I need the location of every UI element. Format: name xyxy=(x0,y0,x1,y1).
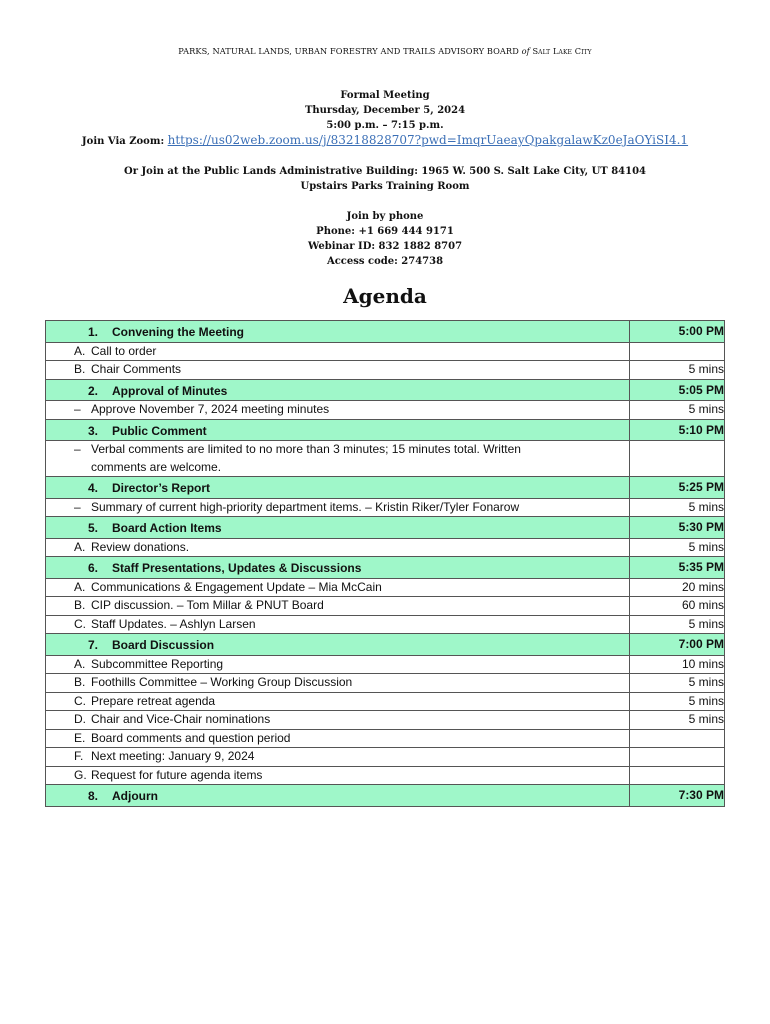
meeting-info xyxy=(0,88,770,149)
section-title: Public Comment xyxy=(112,423,207,438)
agenda-item-cell xyxy=(46,538,630,557)
item-label: C. xyxy=(74,616,86,631)
meeting-room: Upstairs Parks Training Room xyxy=(300,181,470,192)
in-person-info xyxy=(0,164,770,194)
agenda-item-row xyxy=(46,615,725,634)
section-number: 2. xyxy=(87,383,98,398)
section-title: Adjourn xyxy=(112,789,158,803)
agenda-item-cell xyxy=(46,597,630,616)
item-duration: 20 mins xyxy=(630,578,725,597)
meeting-date: Thursday, December 5, 2024 xyxy=(304,105,466,116)
board-of: of xyxy=(521,46,530,56)
section-title: Approval of Minutes xyxy=(112,383,228,398)
section-row xyxy=(46,379,725,401)
section-number: 1. xyxy=(87,325,98,339)
section-time: 7:00 PM xyxy=(630,634,725,656)
phone-heading: Join by phone xyxy=(346,211,424,222)
item-label: – xyxy=(74,499,81,514)
section-number: 3. xyxy=(87,423,98,438)
item-label: – xyxy=(74,442,81,456)
agenda-item-cell xyxy=(46,578,630,597)
agenda-item-row xyxy=(46,578,725,597)
agenda-item-row xyxy=(46,674,725,693)
section-number: 6. xyxy=(87,561,98,575)
board-city: Salt Lake City xyxy=(532,46,592,56)
item-text: Subcommittee Reporting xyxy=(91,656,224,671)
item-label: C. xyxy=(74,693,86,708)
agenda-item-row xyxy=(46,342,725,361)
item-duration: 10 mins xyxy=(630,655,725,674)
item-duration: 5 mins xyxy=(630,711,725,730)
item-label: B. xyxy=(74,675,86,689)
agenda-item-cell xyxy=(46,766,630,785)
meeting-time: 5:00 p.m. – 7:15 p.m. xyxy=(326,120,444,131)
item-label: A. xyxy=(74,343,86,358)
section-time: 5:25 PM xyxy=(630,477,725,499)
phone-info xyxy=(0,209,770,269)
section-row xyxy=(46,557,725,579)
section-cell xyxy=(46,785,630,807)
in-person-address: Or Join at the Public Lands Administrative Building: 1965 W. 500 S. Salt Lake City, UT 84104 xyxy=(123,166,647,177)
item-text: Summary of current high-priority department items. – Kristin Riker/Tyler Fonarow xyxy=(91,499,520,514)
item-duration xyxy=(630,766,725,785)
item-duration: 5 mins xyxy=(630,692,725,711)
item-duration: 60 mins xyxy=(630,597,725,616)
item-label: D. xyxy=(74,712,86,726)
agenda-item-cell xyxy=(46,498,630,517)
item-text: Review donations. xyxy=(91,539,190,554)
item-text: Prepare retreat agenda xyxy=(91,693,216,708)
item-label: E. xyxy=(74,730,86,745)
section-cell xyxy=(46,477,630,499)
item-label: – xyxy=(74,402,81,416)
item-text: Request for future agenda items xyxy=(91,767,263,782)
section-cell xyxy=(46,419,630,441)
agenda-item-row xyxy=(46,498,725,517)
agenda-item-row xyxy=(46,361,725,380)
section-time: 7:30 PM xyxy=(630,785,725,807)
section-row xyxy=(46,785,725,807)
item-text: CIP discussion. – Tom Millar & PNUT Board xyxy=(91,598,324,612)
section-title: Staff Presentations, Updates & Discussions xyxy=(112,561,362,575)
item-text: Board comments and question period xyxy=(91,730,291,745)
section-title: Convening the Meeting xyxy=(112,325,244,339)
agenda-item-cell xyxy=(46,748,630,767)
zoom-label: Join Via Zoom: xyxy=(81,136,165,147)
section-time: 5:00 PM xyxy=(630,321,725,343)
section-row xyxy=(46,419,725,441)
zoom-line xyxy=(0,133,770,149)
section-cell xyxy=(46,321,630,343)
agenda-title: Agenda xyxy=(343,284,427,308)
section-row xyxy=(46,477,725,499)
agenda-item-cell xyxy=(46,441,630,477)
access-code: Access code: 274738 xyxy=(326,256,444,267)
section-cell xyxy=(46,517,630,539)
agenda-item-cell xyxy=(46,361,630,380)
item-duration xyxy=(630,441,725,477)
section-row xyxy=(46,321,725,343)
agenda-item-row xyxy=(46,711,725,730)
item-text: Foothills Committee – Working Group Discussion xyxy=(91,675,353,689)
agenda-item-row xyxy=(46,729,725,748)
item-duration xyxy=(630,342,725,361)
agenda-item-row xyxy=(46,655,725,674)
section-cell xyxy=(46,634,630,656)
section-number: 4. xyxy=(87,481,98,495)
section-cell xyxy=(46,557,630,579)
webinar-id: Webinar ID: 832 1882 8707 xyxy=(307,241,463,252)
agenda-item-cell xyxy=(46,615,630,634)
section-title: Board Action Items xyxy=(112,521,222,535)
agenda-item-cell xyxy=(46,655,630,674)
item-text: Staff Updates. – Ashlyn Larsen xyxy=(91,616,256,631)
item-label: A. xyxy=(74,539,86,554)
section-time: 5:35 PM xyxy=(630,557,725,579)
section-number: 8. xyxy=(87,789,98,803)
item-duration: 5 mins xyxy=(630,401,725,420)
section-number: 5. xyxy=(87,521,98,535)
item-text: Next meeting: January 9, 2024 xyxy=(91,749,255,763)
agenda-item-row xyxy=(46,692,725,711)
phone-number: Phone: +1 669 444 9171 xyxy=(316,226,454,237)
agenda-item-row xyxy=(46,748,725,767)
section-title: Director’s Report xyxy=(112,481,211,495)
item-text: Chair and Vice-Chair nominations xyxy=(91,712,271,726)
item-duration xyxy=(630,748,725,767)
item-label: A. xyxy=(74,579,86,594)
section-time: 5:30 PM xyxy=(630,517,725,539)
item-label: A. xyxy=(74,656,86,671)
section-number: 7. xyxy=(87,638,98,652)
item-duration: 5 mins xyxy=(630,615,725,634)
agenda-item-row xyxy=(46,441,725,477)
section-title: Board Discussion xyxy=(112,638,215,652)
board-name: PARKS, NATURAL LANDS, URBAN FORESTRY AND TRAILS ADVISORY BOARD xyxy=(178,46,519,56)
item-duration: 5 mins xyxy=(630,498,725,517)
agenda-table xyxy=(45,320,725,807)
agenda-item-row xyxy=(46,597,725,616)
agenda-item-cell xyxy=(46,729,630,748)
board-heading xyxy=(0,46,770,56)
section-cell xyxy=(46,379,630,401)
item-duration xyxy=(630,729,725,748)
item-duration: 5 mins xyxy=(630,538,725,557)
section-time: 5:10 PM xyxy=(630,419,725,441)
agenda-item-cell xyxy=(46,692,630,711)
agenda-item-row xyxy=(46,538,725,557)
item-text: Chair Comments xyxy=(91,362,182,376)
item-label: B. xyxy=(74,598,86,612)
item-label: B. xyxy=(74,362,86,376)
item-text: Verbal comments are limited to no more than 3 minutes; 15 minutes total. Written comments are welcome. xyxy=(91,442,521,474)
item-text: Call to order xyxy=(91,343,157,358)
section-row xyxy=(46,634,725,656)
item-text: Approve November 7, 2024 meeting minutes xyxy=(91,402,330,416)
item-label: F. xyxy=(74,749,84,763)
item-text: Communications & Engagement Update – Mia McCain xyxy=(91,579,382,594)
section-time: 5:05 PM xyxy=(630,379,725,401)
zoom-link[interactable]: https://us02web.zoom.us/j/83218828707?pwd=ImqrUaeayQpakgalawKz0eJaOYiSI4.1 xyxy=(167,133,689,147)
agenda-item-cell xyxy=(46,711,630,730)
agenda-item-cell xyxy=(46,674,630,693)
item-duration: 5 mins xyxy=(630,361,725,380)
agenda-item-row xyxy=(46,766,725,785)
meeting-type: Formal Meeting xyxy=(340,90,430,101)
agenda-item-cell xyxy=(46,342,630,361)
agenda-item-cell xyxy=(46,401,630,420)
item-duration: 5 mins xyxy=(630,674,725,693)
section-row xyxy=(46,517,725,539)
agenda-item-row xyxy=(46,401,725,420)
item-label: G. xyxy=(74,767,87,782)
